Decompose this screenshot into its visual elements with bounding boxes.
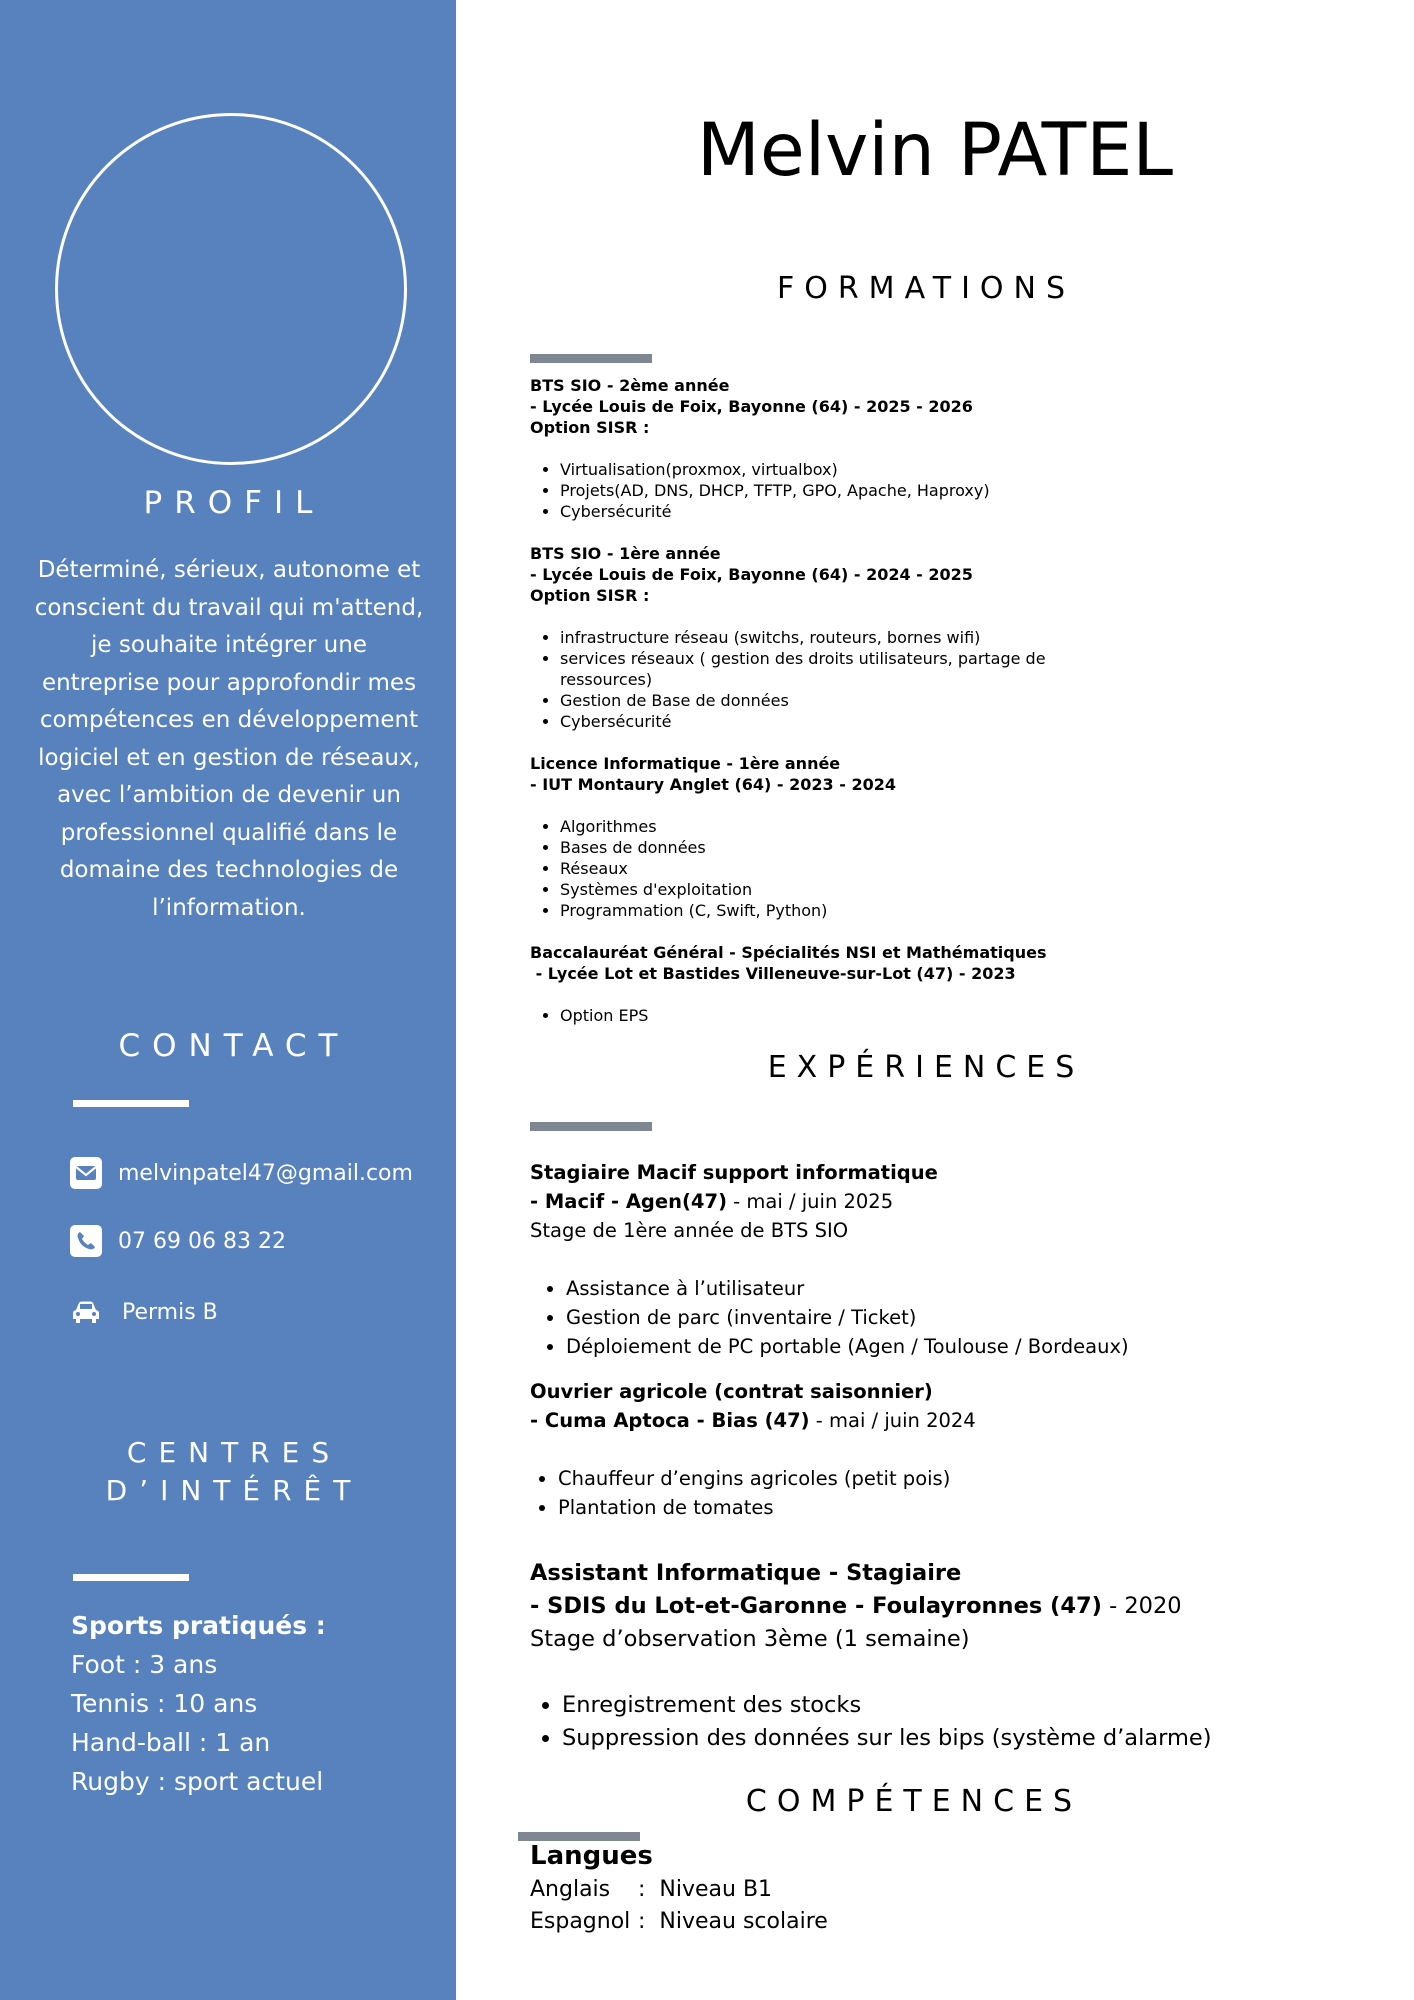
- formation-item: • Virtualisation(proxmox, virtualbox): [560, 459, 1310, 480]
- langues-block: [530, 1838, 828, 1938]
- formation-item: • Bases de données: [560, 837, 1310, 858]
- experience-item: • Plantation de tomates: [558, 1493, 1390, 1522]
- experience-org: - SDIS du Lot-et-Garonne - Foulayronnes (47): [530, 1593, 1102, 1619]
- experience-item: • Suppression des données sur les bips (système d’alarme): [562, 1722, 1400, 1755]
- contact-phone[interactable]: [70, 1225, 286, 1257]
- profile-photo-placeholder: [55, 113, 407, 465]
- formation-line: BTS SIO - 1ère année: [530, 544, 721, 563]
- formation-item: • Algorithmes: [560, 816, 1310, 837]
- experience-entry: [530, 1557, 1400, 1755]
- interests-title-line2: D’INTÉRÊT: [105, 1474, 363, 1507]
- formation-entry: [530, 753, 1310, 921]
- profil-title: PROFIL: [143, 485, 325, 521]
- contact-email[interactable]: [70, 1157, 413, 1189]
- formation-item: • Cybersécurité: [560, 711, 1080, 732]
- experience-title: Assistant Informatique - Stagiaire: [530, 1560, 962, 1586]
- experience-desc: Stage de 1ère année de BTS SIO: [530, 1219, 849, 1242]
- interest-item: Tennis : 10 ans: [71, 1689, 258, 1718]
- formation-entry: [530, 543, 1310, 732]
- experience-org: - Cuma Aptoca - Bias (47): [530, 1409, 810, 1432]
- experiences-divider: [530, 1122, 652, 1131]
- contact-email-text: melvinpatel47@gmail.com: [118, 1160, 413, 1186]
- formation-line: Option SISR :: [530, 586, 650, 605]
- formation-line: - Lycée Louis de Foix, Bayonne (64) - 2025 - 2026: [530, 397, 973, 416]
- contact-title: CONTACT: [118, 1028, 350, 1064]
- experience-title: Ouvrier agricole (contrat saisonnier): [530, 1380, 933, 1403]
- langue-sep: :: [638, 1909, 646, 1934]
- formation-line: - Lycée Louis de Foix, Bayonne (64) - 2024 - 2025: [530, 565, 973, 584]
- experience-org-dept: (47): [682, 1190, 727, 1213]
- langue-row: [530, 1874, 828, 1906]
- formations-title: FORMATIONS: [776, 271, 1076, 306]
- formation-line: Licence Informatique - 1ère année: [530, 754, 841, 773]
- experience-item: • Déploiement de PC portable (Agen / Toulouse / Bordeaux): [566, 1332, 1390, 1361]
- experience-item: • Chauffeur d’engins agricoles (petit pois): [558, 1464, 1390, 1493]
- langue-row: [530, 1906, 828, 1938]
- langue-sep: :: [638, 1877, 646, 1902]
- experience-title: Stagiaire Macif support informatique: [530, 1161, 938, 1184]
- formation-entry: [530, 942, 1310, 1026]
- experience-org: - Macif - Agen: [530, 1190, 683, 1213]
- formation-line: - IUT Montaury Anglet (64) - 2023 - 2024: [530, 775, 896, 794]
- interests-title-line1: CENTRES: [126, 1436, 342, 1469]
- phone-icon: [70, 1225, 102, 1257]
- langue-name: Anglais: [530, 1877, 611, 1902]
- profil-text: Déterminé, sérieux, autonome et conscient du travail qui m'attend, je souhaite intégrer une entreprise pour approfondir mes compétences en développement logiciel et en gestion de réseaux, avec l’ambition de devenir un professionnel qualifié dans le domaine des technologies de l’information.: [34, 557, 424, 921]
- experiences-title: EXPÉRIENCES: [767, 1050, 1085, 1085]
- formation-line: Option SISR :: [530, 418, 650, 437]
- candidate-name: Melvin PATEL: [696, 108, 1174, 193]
- formation-line: BTS SIO - 2ème année: [530, 376, 730, 395]
- experience-date: - 2020: [1101, 1593, 1182, 1619]
- formation-item: • Systèmes d'exploitation: [560, 879, 1310, 900]
- experience-date: - mai / juin 2025: [726, 1190, 894, 1213]
- formation-line: Baccalauréat Général - Spécialités NSI et Mathématiques: [530, 943, 1047, 962]
- experience-item: • Gestion de parc (inventaire / Ticket): [566, 1303, 1390, 1332]
- formation-item: • services réseaux ( gestion des droits utilisateurs, partage de ressources): [560, 648, 1080, 690]
- experience-date: - mai / juin 2024: [809, 1409, 976, 1432]
- formation-item: • Projets(AD, DNS, DHCP, TFTP, GPO, Apache, Haproxy): [560, 480, 1310, 501]
- formation-item: • Réseaux: [560, 858, 1310, 879]
- langue-name: Espagnol: [530, 1909, 631, 1934]
- formations-list: [530, 375, 1310, 1026]
- formation-line: - Lycée Lot et Bastides Villeneuve-sur-Lot (47) - 2023: [530, 964, 1016, 983]
- formation-item: • Option EPS: [560, 1005, 1310, 1026]
- interest-item: Rugby : sport actuel: [71, 1767, 324, 1796]
- interests-divider: [73, 1574, 189, 1581]
- contact-licence-text: Permis B: [122, 1299, 218, 1325]
- langue-level: Niveau scolaire: [659, 1909, 828, 1934]
- experience-entry: [530, 1377, 1390, 1522]
- experience-item: • Assistance à l’utilisateur: [566, 1274, 1390, 1303]
- formation-item: • Gestion de Base de données: [560, 690, 1080, 711]
- formation-item: • Cybersécurité: [560, 501, 1310, 522]
- envelope-icon: [70, 1157, 102, 1189]
- experience-entry: [530, 1158, 1390, 1361]
- interest-item: Hand-ball : 1 an: [71, 1728, 271, 1757]
- competences-title: COMPÉTENCES: [745, 1784, 1083, 1819]
- contact-licence: [70, 1296, 218, 1328]
- interests-head: Sports pratiqués :: [71, 1611, 326, 1640]
- contact-divider: [73, 1100, 189, 1107]
- formation-item: • infrastructure réseau (switchs, routeurs, bornes wifi): [560, 627, 1080, 648]
- experience-item: • Enregistrement des stocks: [562, 1689, 1400, 1722]
- langue-level: Niveau B1: [659, 1877, 773, 1902]
- sidebar: [0, 0, 456, 2000]
- formation-item: • Programmation (C, Swift, Python): [560, 900, 1310, 921]
- formation-entry: [530, 375, 1310, 522]
- interest-item: Foot : 3 ans: [71, 1650, 218, 1679]
- langues-title: Langues: [530, 1841, 653, 1871]
- experience-desc: Stage d’observation 3ème (1 semaine): [530, 1626, 970, 1652]
- formations-divider: [530, 354, 652, 363]
- contact-phone-text: 07 69 06 83 22: [118, 1228, 286, 1254]
- car-icon: [70, 1296, 102, 1328]
- interests-list: [71, 1606, 326, 1801]
- main-content: [456, 0, 1414, 2000]
